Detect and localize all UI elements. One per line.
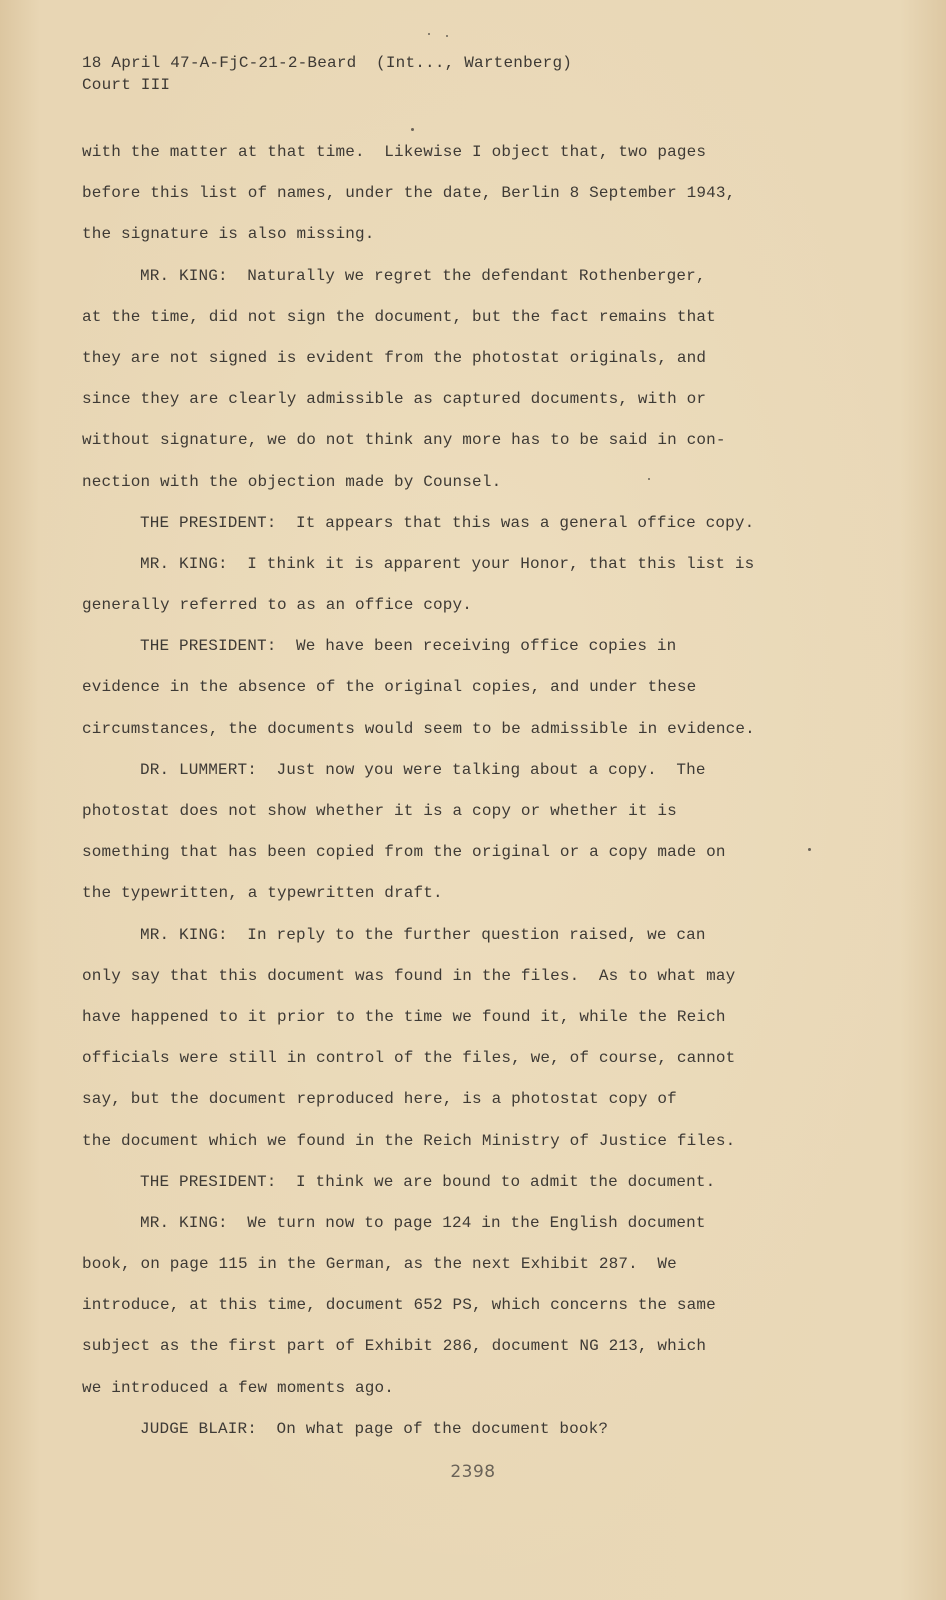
document-header bbox=[82, 52, 572, 96]
transcript-line: evidence in the absence of the original copies, and under these bbox=[82, 678, 697, 697]
transcript-line: THE PRESIDENT: I think we are bound to admit the document. bbox=[140, 1172, 716, 1191]
transcript-line: the document which we found in the Reich Ministry of Justice files. bbox=[82, 1131, 736, 1150]
transcript-line: MR. KING: Naturally we regret the defendant Rothenberger, bbox=[140, 266, 706, 285]
header-reference-line: 18 April 47-A-FjC-21-2-Beard (Int..., Wartenberg) bbox=[82, 54, 573, 72]
transcript-line: THE PRESIDENT: It appears that this was a general office copy. bbox=[140, 513, 755, 532]
transcript-line: JUDGE BLAIR: On what page of the document book? bbox=[140, 1419, 609, 1438]
paper-speck bbox=[428, 33, 430, 35]
transcript-line: have happened to it prior to the time we found it, while the Reich bbox=[82, 1007, 726, 1026]
transcript-line: MR. KING: I think it is apparent your Honor, that this list is bbox=[140, 554, 755, 573]
transcript-line: officials were still in control of the files, we, of course, cannot bbox=[82, 1049, 736, 1068]
transcript-line: subject as the first part of Exhibit 286, document NG 213, which bbox=[82, 1337, 707, 1356]
transcript-line: book, on page 115 in the German, as the next Exhibit 287. We bbox=[82, 1255, 677, 1274]
paper-speck bbox=[411, 128, 414, 131]
transcript-line: at the time, did not sign the document, but the fact remains that bbox=[82, 307, 716, 326]
page-number: 2398 bbox=[450, 1462, 496, 1482]
paper-speck bbox=[808, 848, 811, 851]
transcript-line: THE PRESIDENT: We have been receiving office copies in bbox=[140, 637, 677, 656]
transcript-line: nection with the objection made by Counsel. bbox=[82, 472, 502, 491]
transcript-line: since they are clearly admissible as captured documents, with or bbox=[82, 390, 707, 409]
header-court-line: Court III bbox=[82, 76, 171, 94]
transcript-line: with the matter at that time. Likewise I object that, two pages bbox=[82, 143, 707, 161]
transcript-line: MR. KING: We turn now to page 124 in the English document bbox=[140, 1213, 706, 1232]
transcript-line: the signature is also missing. bbox=[82, 225, 375, 244]
transcript-line: DR. LUMMERT: Just now you were talking about a copy. The bbox=[140, 760, 706, 779]
transcript-body bbox=[82, 132, 802, 1450]
transcript-line: only say that this document was found in the files. As to what may bbox=[82, 966, 736, 985]
transcript-line: the typewritten, a typewritten draft. bbox=[82, 884, 443, 903]
transcript-line: circumstances, the documents would seem to be admissible in evidence. bbox=[82, 719, 755, 738]
transcript-line: something that has been copied from the original or a copy made on bbox=[82, 843, 726, 862]
transcript-line: MR. KING: In reply to the further question raised, we can bbox=[140, 925, 706, 944]
transcript-line: without signature, we do not think any more has to be said in con- bbox=[82, 431, 726, 450]
transcript-line: generally referred to as an office copy. bbox=[82, 596, 473, 615]
transcript-line: they are not signed is evident from the photostat originals, and bbox=[82, 348, 707, 367]
transcript-line: we introduced a few moments ago. bbox=[82, 1378, 395, 1397]
transcript-line: before this list of names, under the date, Berlin 8 September 1943, bbox=[82, 184, 736, 203]
paper-speck bbox=[446, 35, 448, 37]
paper-speck bbox=[648, 478, 650, 480]
transcript-line: photostat does not show whether it is a copy or whether it is bbox=[82, 802, 677, 820]
transcript-line: say, but the document reproduced here, is a photostat copy of bbox=[82, 1090, 677, 1109]
transcript-line: introduce, at this time, document 652 PS, which concerns the same bbox=[82, 1296, 716, 1315]
